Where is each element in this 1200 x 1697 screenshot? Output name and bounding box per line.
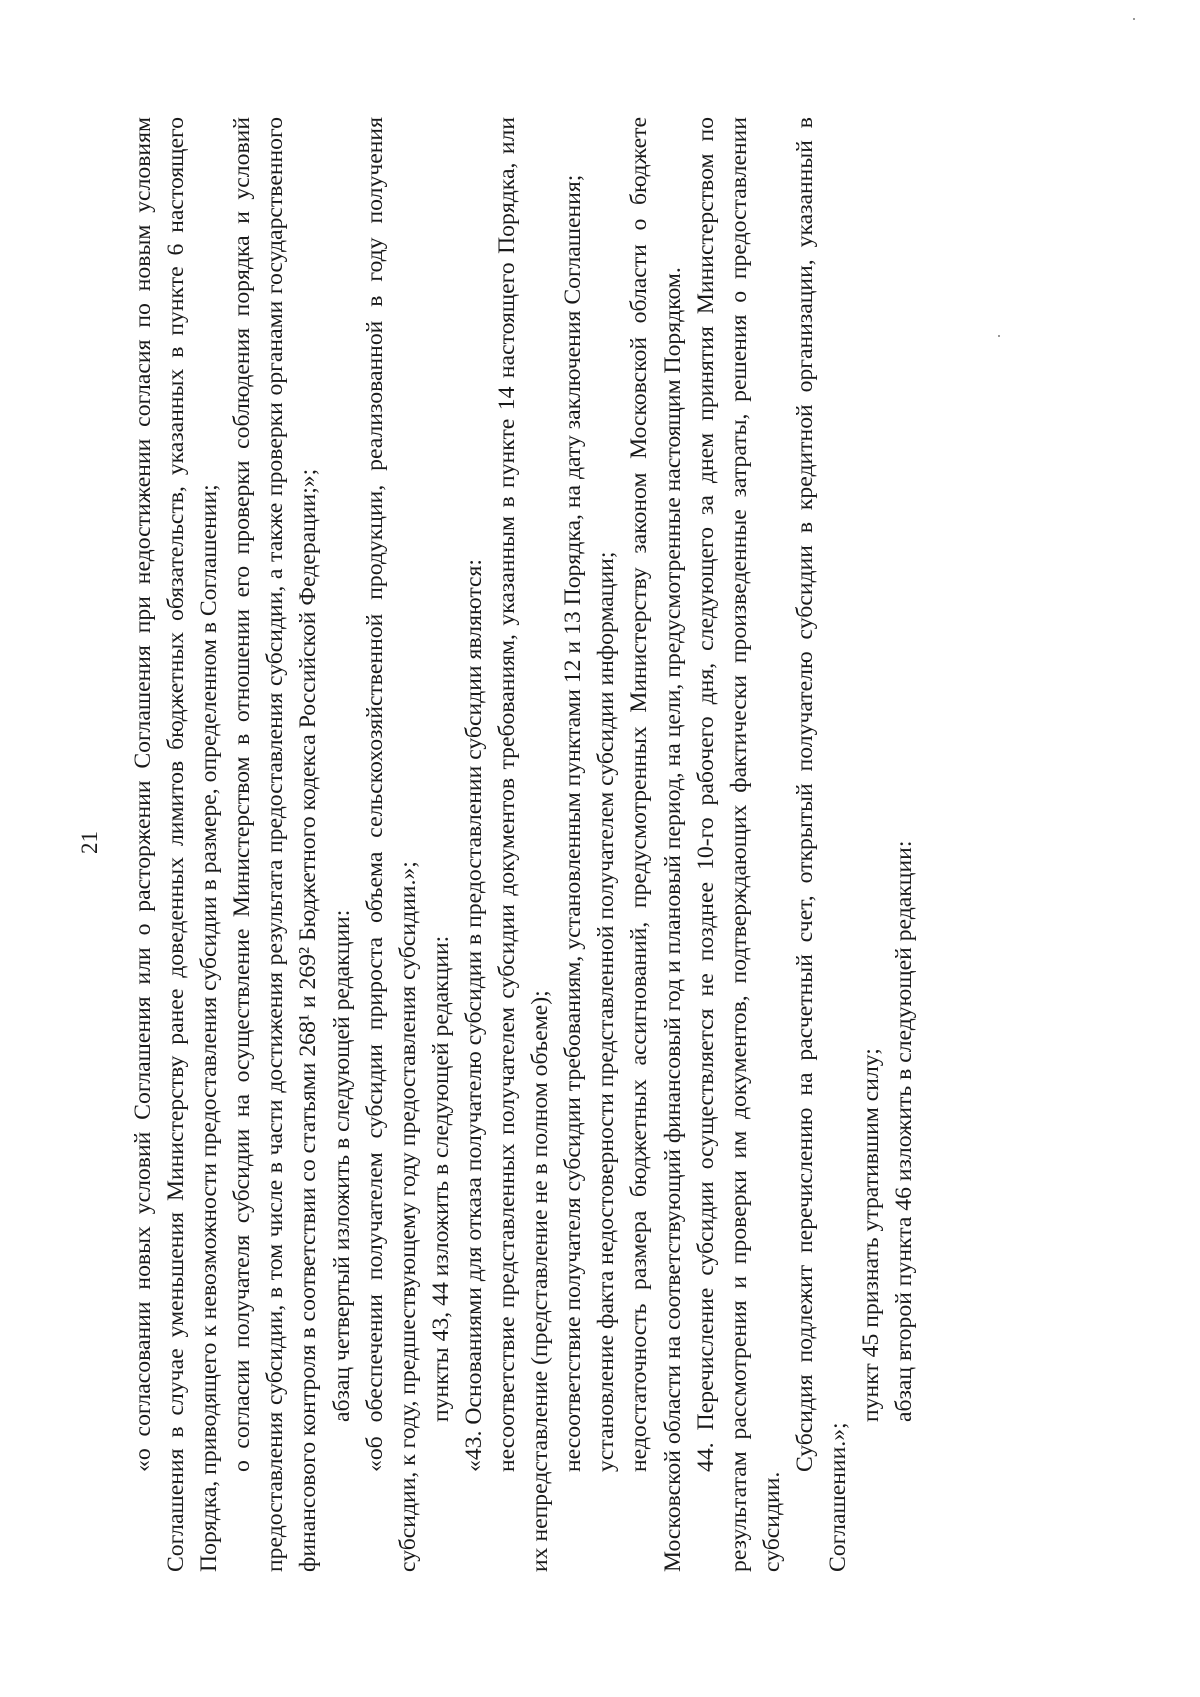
paragraph: о согласии получателя субсидии на осуществление Министерством в отношении его проверки соблюдения порядка и условий предоставления субсидии, в том числе в части достижения результата предоставления субсидии, а также проверки органами государственного финансового контроля в соответствии со статьями 268¹ и 269² Бюджетного кодекса Российской Федерации;»; xyxy=(229,117,322,1572)
paragraph: несоответствие представленных получателем субсидии документов требованиям, указанным в пункте 14 настоящего Порядка, или их непредставление (представление не в полном объеме); xyxy=(494,117,554,1572)
paragraph: «43. Основаниями для отказа получателю субсидии в предоставлении субсидии являются: xyxy=(460,559,487,1472)
scan-speck xyxy=(1133,18,1135,20)
paragraph: пункт 45 признать утратившим силу; xyxy=(858,1048,885,1422)
page-number: 21 xyxy=(77,831,102,854)
paragraph: недостаточность размера бюджетных ассигнований, предусмотренных Министерству законом Московской области о бюджете Московской области на соответствующий финансовый год и плановый период, на цели, предусмотренные настоящим Порядком. xyxy=(626,117,686,1572)
paragraph: установление факта недостоверности представленной получателем субсидии информации; xyxy=(593,551,620,1472)
paragraph: пункты 43, 44 изложить в следующей редакции: xyxy=(427,935,454,1422)
paragraph: «об обеспечении получателем субсидии прироста объема сельскохозяйственной продукции, реализованной в году получения субсидии, к году, предшествующему году предоставления субсидии.»; xyxy=(361,117,421,1572)
paragraph: Субсидия подлежит перечислению на расчетный счет, открытый получателю субсидии в кредитной организации, указанный в Соглашении.»; xyxy=(791,117,851,1572)
paragraph: абзац второй пункта 46 изложить в следующей редакции: xyxy=(891,840,918,1422)
paragraph: 44. Перечисление субсидии осуществляется не позднее 10-го рабочего дня, следующего за днем принятия Министерством по результатам рассмотрения и проверки им документов, подтверждающих фактически произведенные затраты, решения о предоставлении субсидии. xyxy=(692,117,785,1572)
document-body xyxy=(127,117,921,1572)
paragraph: «о согласовании новых условий Соглашения или о расторжении Соглашения при недостижении согласия по новым условиям Соглашения в случае уменьшения Министерству ранее доведенных лимитов бюджетных обязательств, указанных в пункте 6 настоящего Порядка, приводящего к невозможности предоставления субсидии в размере, определенном в Соглашении; xyxy=(130,117,223,1572)
paragraph: абзац четвертый изложить в следующей редакции: xyxy=(328,909,355,1422)
paragraph: несоответствие получателя субсидии требованиям, установленным пунктами 12 и 13 Порядка, на дату заключения Соглашения; xyxy=(560,174,587,1472)
rotated-content xyxy=(77,117,1087,1572)
